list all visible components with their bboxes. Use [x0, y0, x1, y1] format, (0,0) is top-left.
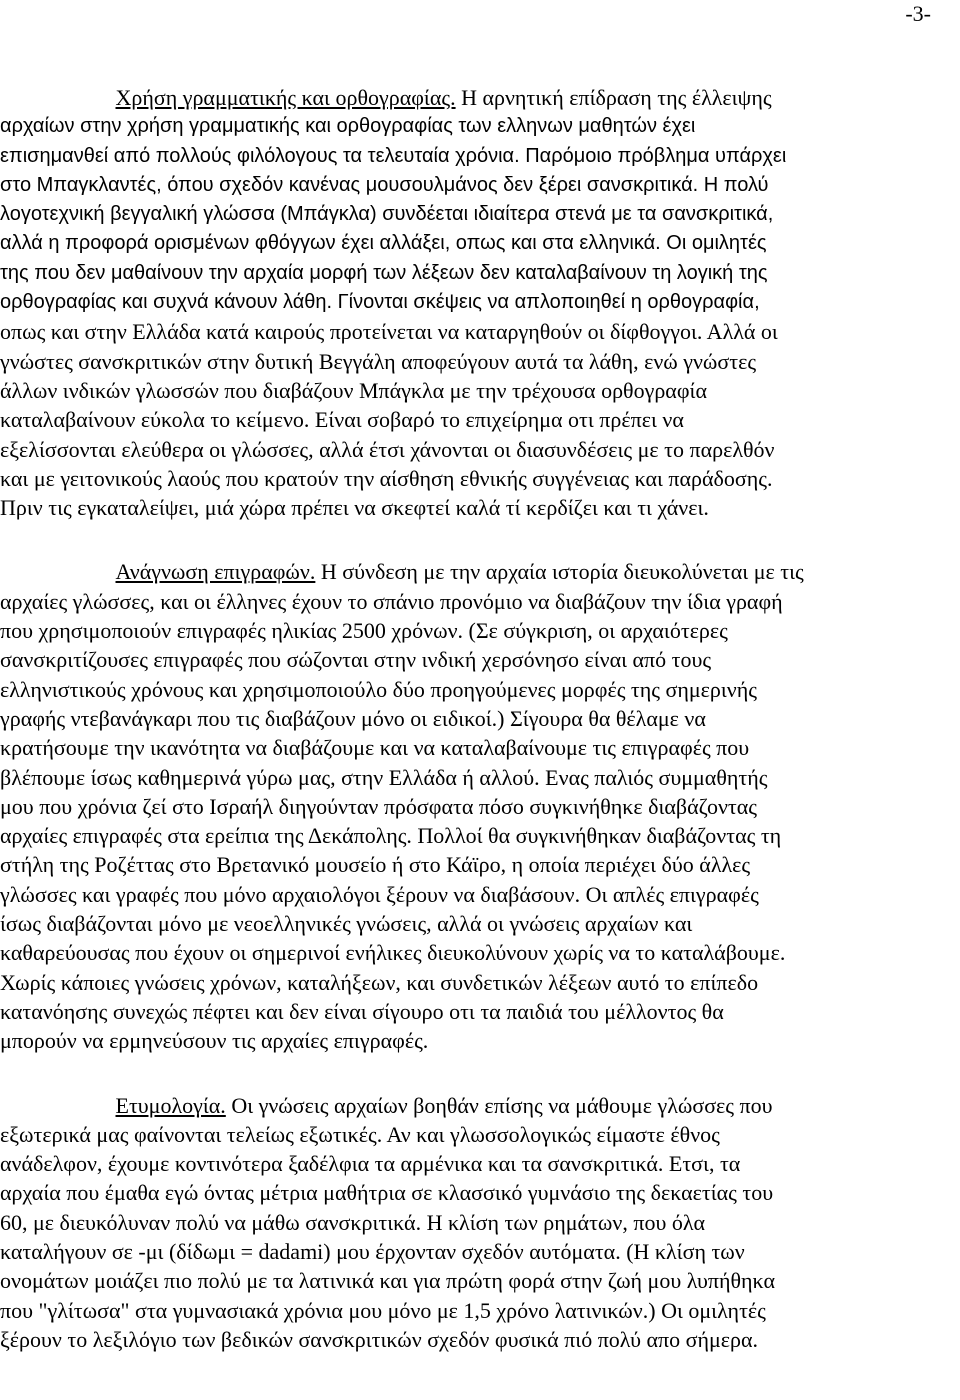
- section-heading: Χρήση γραμματικής και ορθογραφίας.: [115, 85, 456, 110]
- paragraph-line: εξελίσσονται ελεύθερα οι γλώσσες, αλλά έτσι χάνονται οι διασυνδέσεις με το παρελθόν: [0, 436, 775, 462]
- paragraph-line: γλώσσες και γραφές που μόνο αρχαιολόγοι ξέρουν να διαβάσουν. Οι απλές επιγραφές: [0, 881, 759, 907]
- paragraph-line: στήλη της Ροζέττας στο Βρετανικό μουσείο ή στο Κάϊρο, η οποία περιέχει δύο άλλες: [0, 852, 751, 878]
- paragraph-line: ονομάτων μοιάζει πιο πολύ με τα λατινικά και για πρώτη φορά στην ζωή μου λυπήθηκα: [0, 1268, 775, 1294]
- paragraph-line: ορθογραφίας και συχνά κάνουν λάθη. Γίνονται σκέψεις να απλοποιηθεί η ορθογραφία,: [0, 291, 760, 314]
- paragraph-line: της που δεν μαθαίνουν την αρχαία μορφή των λέξεων δεν καταλαβαίνουν τη λογική της: [0, 261, 768, 284]
- paragraph-inscriptions: [0, 557, 945, 1055]
- paragraph-line: Χωρίς κάποιες γνώσεις χρόνων, καταλήξεων, και συνδετικών λέξεων αυτό το επίπεδο: [0, 969, 759, 995]
- paragraph-line: εξωτερικά μας φαίνονται τελείως εξωτικές. Αν και γλωσσολογικώς είμαστε έθνος: [0, 1121, 720, 1147]
- paragraph-line: και με γειτονικούς λαούς που κρατούν την αίσθηση εθνικής συγγένειας και παράδοσης.: [0, 465, 773, 491]
- paragraph-line: ανάδελφον, έχουμε κοντινότερα ξαδέλφια τα αρμένικα και τα σανσκριτικά. Ετσι, τα: [0, 1151, 741, 1177]
- paragraph-line: που "γλίτωσα" στα γυμνασιακά χρόνια μου μόνο με 1,5 χρόνο λατινικών.) Οι ομιλητές: [0, 1297, 766, 1323]
- section-heading: Ετυμολογία.: [115, 1092, 226, 1118]
- paragraph-line: καταλήγουν σε -μι (δίδωμι = dadami) μου έρχονταν σχεδόν αυτόματα. (Η κλίση των: [0, 1238, 745, 1264]
- document-body: [0, 83, 945, 1389]
- paragraph-line: ίσως διαβάζονται μόνο με νεοελληνικές γνώσεις, αλλά οι γνώσεις αρχαίων και: [0, 911, 693, 937]
- paragraph-line: αρχαίες επιγραφές στα ερείπια της Δεκάπολης. Πολλοί θα συγκινήθηκαν διαβάζοντας τη: [0, 823, 782, 849]
- paragraph-line: αρχαία που έμαθα εγώ όντας μέτρια μαθήτρια σε κλασσικό γυμνάσιο της δεκαετίας του: [0, 1180, 774, 1206]
- paragraph-line: Πριν τις εγκαταλείψει, μιά χώρα πρέπει να σκεφτεί καλά τί κερδίζει και τι χάνει.: [0, 495, 709, 521]
- paragraph-line: ξέρουν το λεξιλόγιο των βεδικών σανσκριτικών σχεδόν φυσικά πιό πολύ απο σήμερα.: [0, 1326, 759, 1352]
- paragraph-line: αρχαίων στην χρήση γραμματικής και ορθογραφίας των ελληνων μαθητών έχει: [0, 115, 696, 138]
- paragraph-line: οπως και στην Ελλάδα κατά καιρούς προτείνεται να καταργηθούν οι δίφθογγοι. Αλλά οι: [0, 319, 778, 345]
- paragraph-text: Οι γνώσεις αρχαίων βοηθάν επίσης να μάθουμε γλώσσες που: [225, 1092, 773, 1118]
- paragraph-first-line: [0, 557, 945, 586]
- paragraph-line: επισημανθεί από πολλούς φιλόλογους τα τελευταία χρόνια. Παρόμοιο πρόβλημα υπάρχει: [0, 144, 787, 167]
- paragraph-text: Η σύνδεση με την αρχαία ιστορία διευκολύνεται με τις: [315, 559, 804, 585]
- paragraph-line: αλλά η προφορά ορισμένων φθόγγων έχει αλλάξει, οπως και στα ελληνικά. Οι ομιλητές: [0, 232, 767, 255]
- section-heading: Ανάγνωση επιγραφών.: [115, 559, 316, 585]
- paragraph-line: άλλων ινδικών γλωσσών που διαβάζουν Μπάγκλα με την τρέχουσα ορθογραφία: [0, 377, 707, 403]
- paragraph-line: αρχαίες γλώσσες, και οι έλληνες έχουν το σπάνιο προνόμιο να διαβάζουν την ίδια γραφή: [0, 588, 783, 614]
- paragraph-line: ελληνιστικούς χρόνους και χρησιμοποιούλο δύο προηγούμενες μορφές της σημερινής: [0, 676, 757, 702]
- paragraph-text: Η αρνητική επίδραση της έλλειψης: [455, 85, 772, 110]
- page-number: -3-: [905, 1, 931, 26]
- paragraph-line: καταλαβαίνουν εύκολα το κείμενο. Είναι σοβαρό το επιχείρημα οτι πρέπει να: [0, 407, 684, 433]
- paragraph-line: καθαρεύουσας που έχουν οι σημερινοί ενήλικες διευκολύνουν χωρίς να το καταλάβουμε.: [0, 940, 786, 966]
- paragraph-line: σανσκριτίζουσες επιγραφές που σώζονται στην ινδική χερσόνησο είναι από τους: [0, 647, 712, 673]
- paragraph-line: λογοτεχνική βεγγαλική γλώσσα (Μπάγκλα) συνδέεται ιδιαίτερα στενά με τα σανσκριτικά,: [0, 203, 774, 226]
- paragraph-line: που χρησιμοποιούν επιγραφές ηλικίας 2500 χρόνων. (Σε σύγκριση, οι αρχαιότερες: [0, 618, 728, 644]
- paragraph-line: γραφής ντεβανάγκαρι που τις διαβάζουν μόνο οι ειδικοί.) Σίγουρα θα θέλαμε να: [0, 705, 706, 731]
- paragraph-first-line: [0, 83, 945, 112]
- paragraph-line: κατανόησης συνεχώς πέφτει και δεν είναι σίγουρο οτι τα παιδιά του μέλλοντος θα: [0, 998, 724, 1024]
- paragraph-line: βλέπουμε ίσως καθημερινά γύρω μας, στην Ελλάδα ή αλλού. Ενας παλιός συμμαθητής: [0, 764, 768, 790]
- paragraph-first-line: [0, 1091, 945, 1120]
- paragraph-line: μου που χρόνια ζεί στο Ισραήλ διηγούνταν πρόσφατα πόσο συγκινήθηκε διαβάζοντας: [0, 793, 757, 819]
- paragraph-line: 60, με διευκόλυναν πολύ να μάθω σανσκριτικά. Η κλίση των ρημάτων, που όλα: [0, 1209, 706, 1235]
- paragraph-line: στο Μπαγκλαντές, όπου σχεδόν κανένας μουσουλμάνος δεν ξέρει σανσκριτικά. Η πολύ: [0, 173, 769, 196]
- paragraph-line: γνώστες σανσκριτικών στην δυτική Βεγγάλη αποφεύγουν αυτά τα λάθη, ενώ γνώστες: [0, 348, 757, 374]
- paragraph-line: κρατήσουμε την ικανότητα να διαβάζουμε και να καταλαβαίνουμε τις επιγραφές που: [0, 735, 750, 761]
- paragraph-line: μπορούν να ερμηνεύσουν τις αρχαίες επιγραφές.: [0, 1028, 429, 1054]
- paragraph-grammar: [0, 83, 945, 522]
- paragraph-etymology: [0, 1091, 945, 1355]
